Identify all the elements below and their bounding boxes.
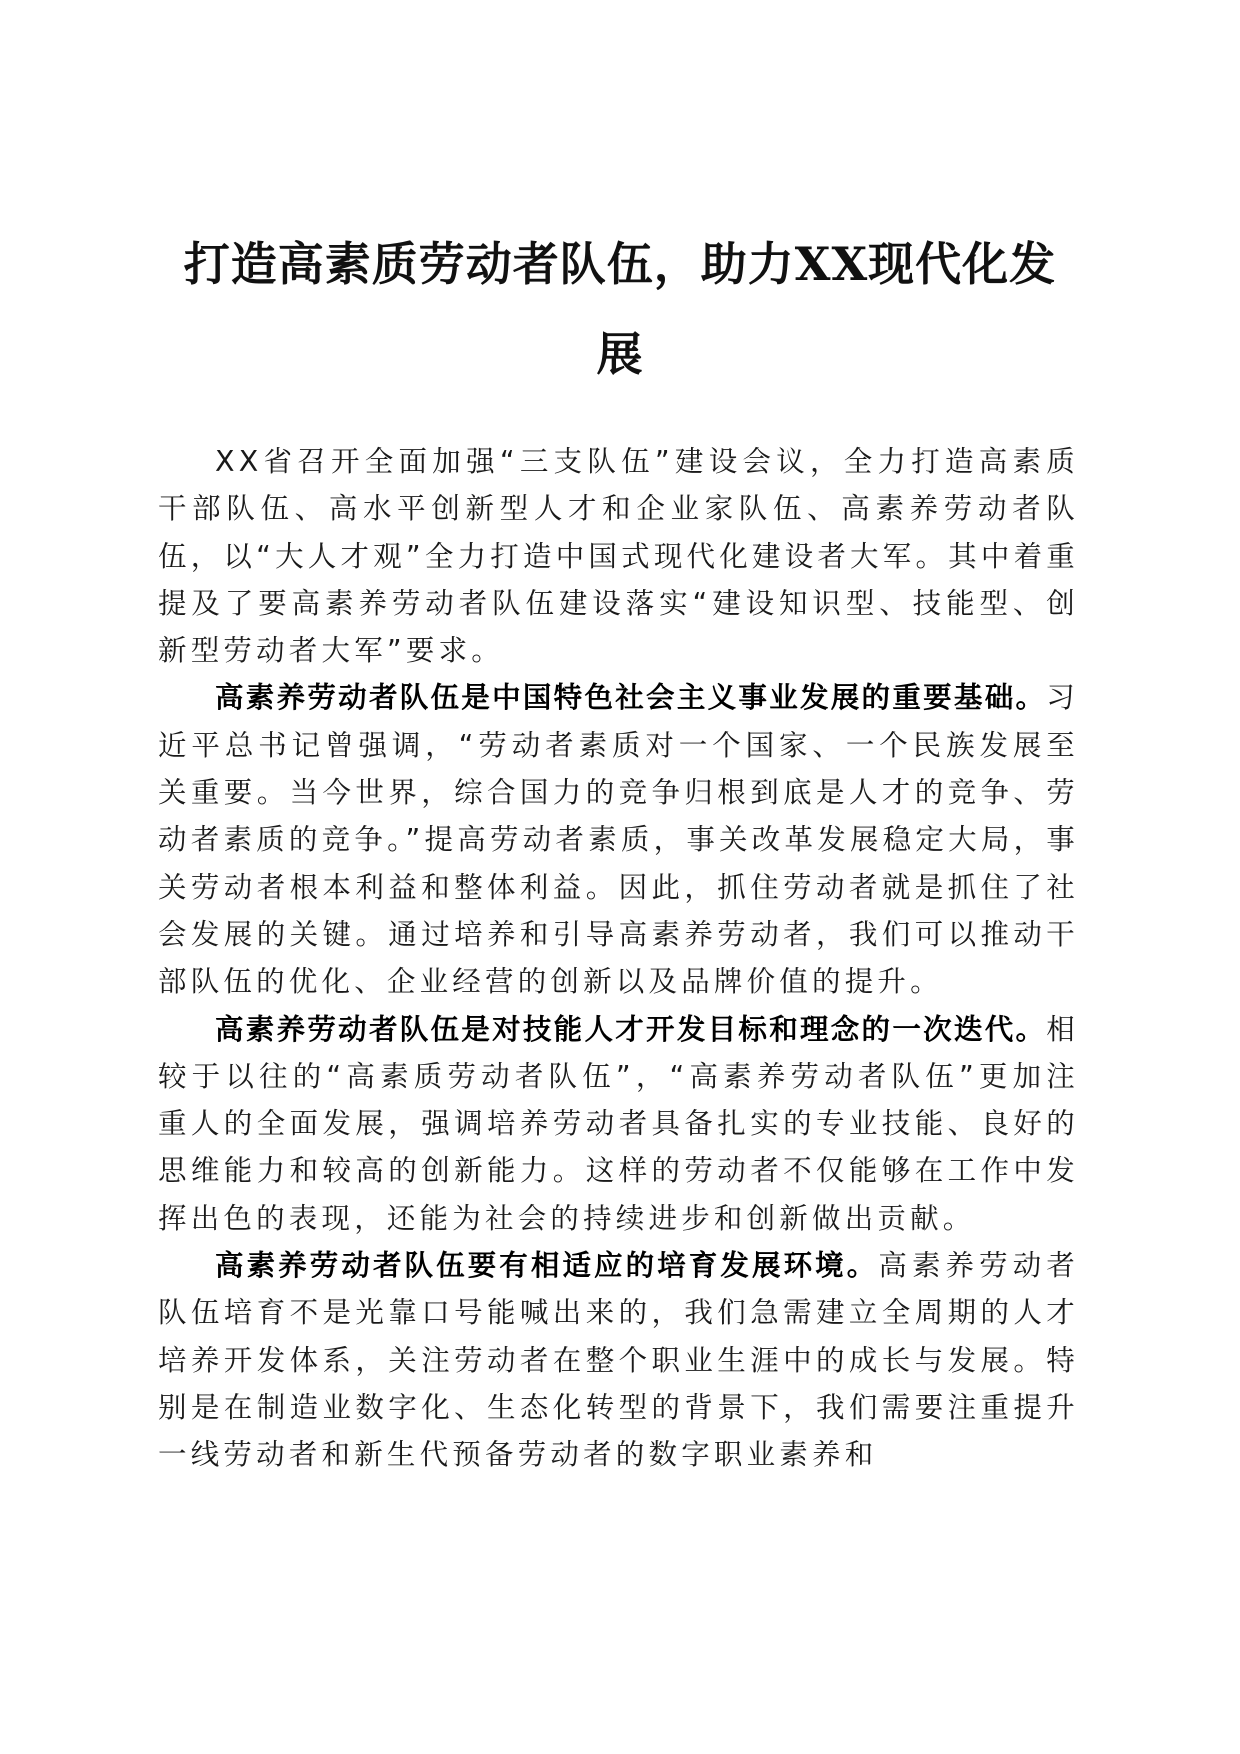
paragraph-4 bbox=[158, 1242, 1079, 1478]
paragraph-2-text: 习近平总书记曾强调，“劳动者素质对一个国家、一个民族发展至关重要。当今世界，综合国力的竞争归根到底是人才的竞争、劳动者素质的竞争。”提高劳动者素质，事关改革发展稳定大局，事关劳动者根本利益和整体利益。因此，抓住劳动者就是抓住了社会发展的关键。通过培养和引导高素养劳动者，我们可以推动干部队伍的优化、企业经营的创新以及品牌价值的提升。 bbox=[158, 681, 1079, 999]
document-title-line-2: 展 bbox=[596, 327, 644, 381]
paragraph-3-text: 相较于以往的“高素质劳动者队伍”，“高素养劳动者队伍”更加注重人的全面发展，强调培养劳动者具备扎实的专业技能、良好的思维能力和较高的创新能力。这样的劳动者不仅能够在工作中发挥出色的表现，还能为社会的持续进步和创新做出贡献。 bbox=[158, 1012, 1079, 1235]
paragraph-4-lead: 高素养劳动者队伍要有相适应的培育发展环境。 bbox=[215, 1249, 879, 1283]
paragraph-3 bbox=[158, 1006, 1079, 1242]
paragraph-2-lead: 高素养劳动者队伍是中国特色社会主义事业发展的重要基础。 bbox=[215, 681, 1047, 715]
paragraph-1 bbox=[158, 438, 1079, 674]
document-body bbox=[158, 438, 1079, 1479]
document-title-line-1: 打造高素质劳动者队伍，助力XX现代化发 bbox=[183, 237, 1057, 291]
paragraph-2 bbox=[158, 674, 1079, 1005]
paragraph-1-text: XX省召开全面加强“三支队伍”建设会议，全力打造高素质干部队伍、高水平创新型人才和企业家队伍、高素养劳动者队伍，以“大人才观”全力打造中国式现代化建设者大军。其中着重提及了要高素养劳动者队伍建设落实“建设知识型、技能型、创新型劳动者大军”要求。 bbox=[158, 445, 1079, 668]
paragraph-3-lead: 高素养劳动者队伍是对技能人才开发目标和理念的一次迭代。 bbox=[215, 1012, 1047, 1046]
paragraph-4-text: 高素养劳动者队伍培育不是光靠口号能喊出来的，我们急需建立全周期的人才培养开发体系，关注劳动者在整个职业生涯中的成长与发展。特别是在制造业数字化、生态化转型的背景下，我们需要注重提升一线劳动者和新生代预备劳动者的数字职业素养和 bbox=[158, 1249, 1080, 1472]
